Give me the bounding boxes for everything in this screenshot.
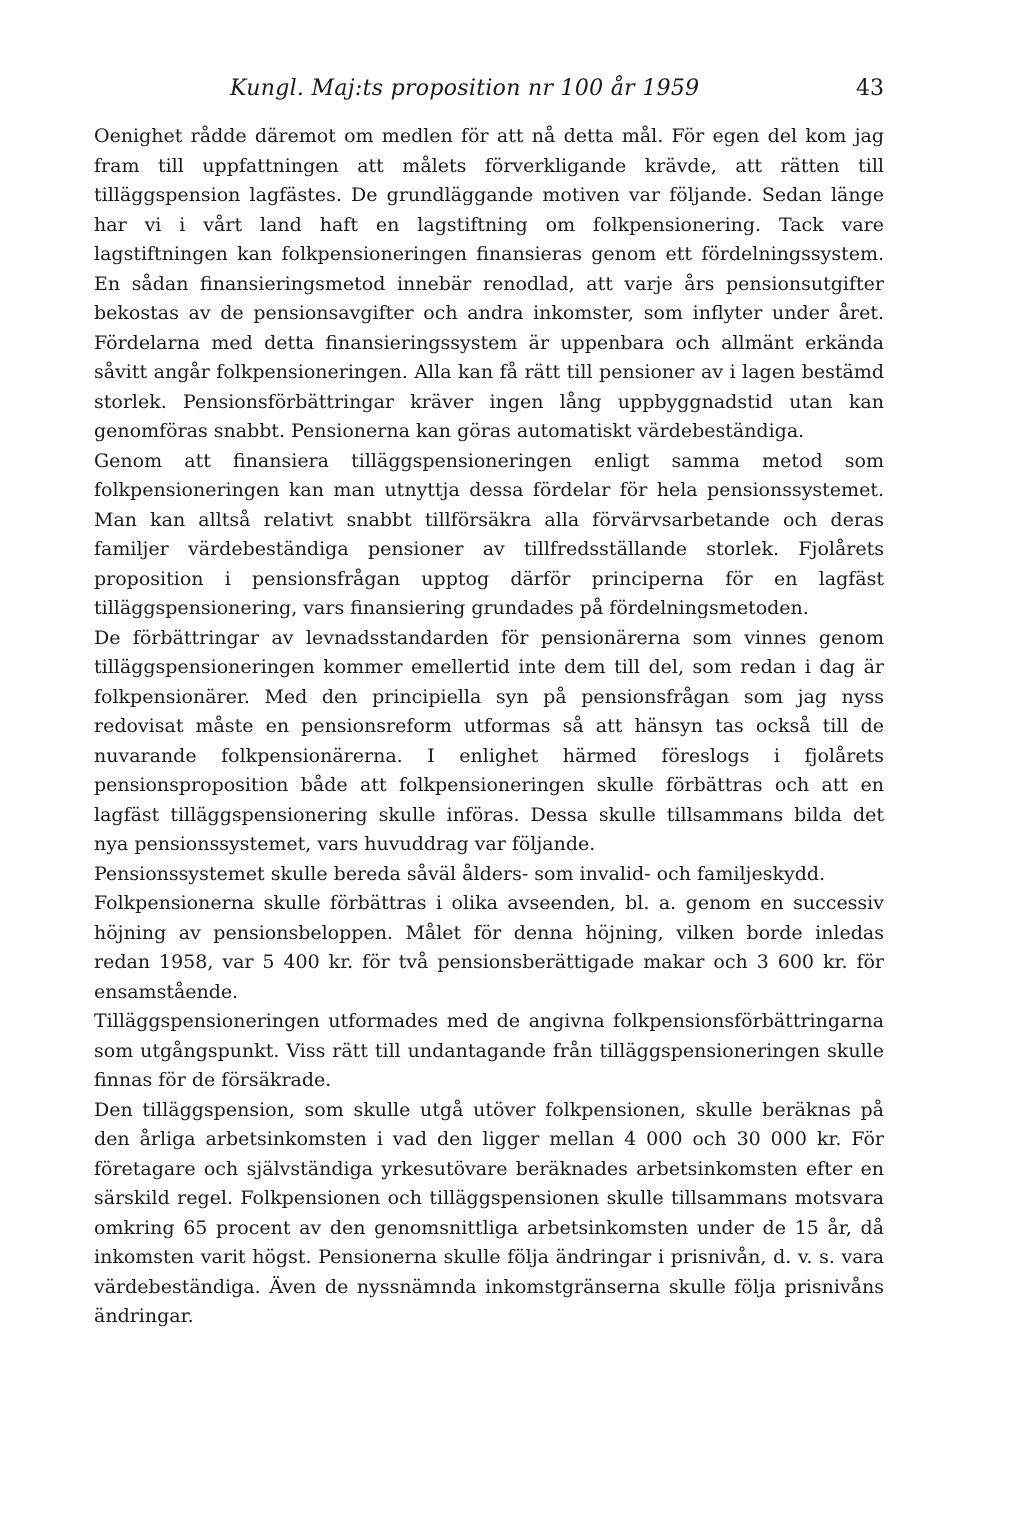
paragraph-1: Oenighet rådde däremot om medlen för att nå detta mål. För egen del kom jag fram till uppfattningen att målets förverkligande krävde, att rätten till tilläggspension lagfästes. De grundläggande motiven var följande. Sedan länge har vi i vårt land haft en lagstiftning om folkpensionering. Tack vare lagstiftningen kan folkpensioneringen finansieras genom ett fördelningssystem. En sådan finansieringsmetod innebär renodlad, att varje års pensionsutgifter bekostas av de pensionsavgifter och andra inkomster, som inflyter under året. Fördelarna med detta finansieringssystem är uppenbara och allmänt erkända såvitt angår folkpensioneringen. Alla kan få rätt till pensioner av i lagen bestämd storlek. Pensionsförbättringar kräver ingen lång uppbyggnadstid utan kan genomföras snabbt. Pensionerna kan göras automatiskt värdebeständiga. <box>94 125 884 442</box>
page-number: 43 <box>856 76 884 101</box>
paragraph-7: Den tilläggspension, som skulle utgå utöver folkpensionen, skulle beräknas på den årliga arbetsinkomsten i vad den ligger mellan 4 000 och 30 000 kr. För företagare och självständiga yrkesutövare beräknades arbetsinkomsten efter en särskild regel. Folkpensionen och tilläggspensionen skulle tillsammans motsvara omkring 65 procent av den genomsnittliga arbetsinkomsten under de 15 år, då inkomsten varit högst. Pensionerna skulle följa ändringar i prisnivån, d. v. s. vara värdebeständiga. Även de nyssnämnda inkomstgränserna skulle följa prisnivåns ändringar. <box>94 1098 884 1327</box>
paragraph-3: De förbättringar av levnadsstandarden för pensionärerna som vinnes genom tilläggspensioneringen kommer emellertid inte dem till del, som redan i dag är folkpensionärer. Med den principiella syn på pensionsfrågan som jag nyss redovisat måste en pensionsreform utformas så att hänsyn tas också till de nuvarande folkpensionärerna. I enlighet härmed föreslogs i fjolårets pensionsproposition både att folkpensioneringen skulle förbättras och att en lagfäst tilläggspensionering skulle införas. Dessa skulle tillsammans bilda det nya pensionssystemet, vars huvuddrag var följande. <box>94 626 884 855</box>
paragraph-4: Pensionssystemet skulle bereda såväl ålders- som invalid- och familjeskydd. <box>94 862 826 885</box>
paragraph-2: Genom att finansiera tilläggspensioneringen enligt samma metod som folkpensioneringen kan man utnyttja dessa fördelar för hela pensionssystemet. Man kan alltså relativt snabbt tillförsäkra alla förvärvsarbetande och deras familjer värdebeständiga pensioner av tillfredsställande storlek. Fjolårets proposition i pensionsfrågan upptog därför principerna för en lagfäst tilläggspensionering, vars finansiering grundades på fördelningsmetoden. <box>94 449 884 619</box>
page-header <box>94 76 884 106</box>
paragraph-5: Folkpensionerna skulle förbättras i olika avseenden, bl. a. genom en successiv höjning av pensionsbeloppen. Målet för denna höjning, vilken borde inledas redan 1958, var 5 400 kr. för två pensionsberättigade makar och 3 600 kr. för ensamstående. <box>94 892 884 1003</box>
body-text <box>94 122 884 1332</box>
paragraph-6: Tilläggspensioneringen utformades med de angivna folkpensionsförbättringarna som utgångspunkt. Viss rätt till undantagande från tilläggspensioneringen skulle finnas för de försäkrade. <box>94 1010 884 1091</box>
running-title: Kungl. Maj:ts proposition nr 100 år 1959 <box>230 76 700 101</box>
